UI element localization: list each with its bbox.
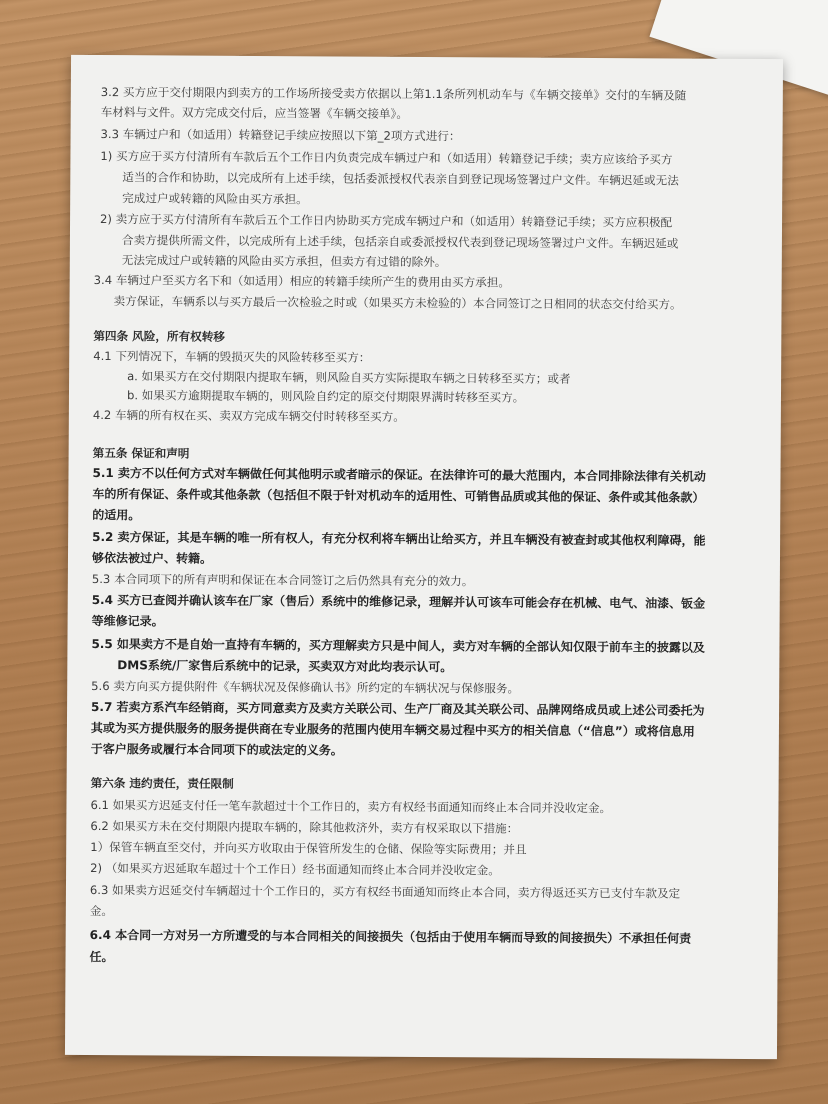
clause-5-5-line-1: 5.5 如果卖方不是自始一直持有车辆的，买方理解卖方只是中间人，卖方对车辆的全部认知仅限于前车主的披露以及 — [91, 636, 705, 655]
clause-3-2-line-2: 车材料与文件。双方完成交付后，应当签署《车辆交接单》。 — [100, 105, 408, 121]
clause-4-1: 4.1 下列情况下，车辆的毁损灭失的风险转移至买方： — [93, 348, 371, 365]
clause-6-3-line-2: 金。 — [89, 903, 114, 919]
clause-5-1-line-2: 车的所有保证、条件或其他条款（包括但不限于针对机动车的适用性、可销售品质或其他的保证、条件或其他条款） — [92, 486, 705, 505]
clause-5-5-line-2: DMS系统/厂家售后系统中的记录，买卖双方对此均表示认可。 — [117, 658, 453, 675]
contract-page — [65, 55, 783, 1059]
clause-3-3-2-line-1: 2) 卖方应于买方付清所有车款后五个工作日内协助买方完成车辆过户和（如适用）转籍登记手续；买方应积极配 — [100, 212, 673, 230]
clause-4-2: 4.2 车辆的所有权在买、卖双方完成车辆交付时转移至买方。 — [92, 407, 405, 424]
clause-3-4: 3.4 车辆过户至买方名下和（如适用）相应的转籍手续所产生的费用由买方承担。 — [93, 272, 511, 290]
clause-6-4-line-2: 任。 — [89, 949, 114, 965]
clause-6-4-line-1: 6.4 本合同一方对另一方所遭受的与本合同相关的间接损失（包括由于使用车辆而导致的间接损失）不承担任何责 — [89, 927, 692, 946]
clause-6-2: 6.2 如果买方未在交付期限内提取车辆的，除其他救济外，卖方有权采取以下措施： — [90, 818, 519, 836]
clause-3-3-2-line-3: 无法完成过户或转籍的风险由买方承担，但卖方有过错的除外。 — [121, 253, 447, 270]
clause-5-4-line-2: 等维修记录。 — [91, 613, 164, 629]
clause-5-2-line-2: 够依法被过户、转籍。 — [91, 550, 213, 566]
clause-6-2-1: 1）保管车辆直至交付，并向买方收取由于保管所发生的仓储、保险等实际费用；并且 — [90, 839, 527, 857]
section-4-heading: 第四条 风险，所有权转移 — [93, 328, 225, 344]
clause-3-3-1-line-3: 完成过户或转籍的风险由买方承担。 — [122, 191, 308, 207]
section-5-heading: 第五条 保证和声明 — [92, 445, 190, 461]
clause-5-7-line-3: 于客户服务或履行本合同项下的或法定的义务。 — [90, 741, 343, 758]
clause-3-3: 3.3 车辆过户和（如适用）转籍登记手续应按照以下第_2项方式进行： — [100, 127, 461, 144]
clause-5-6: 5.6 卖方向买方提供附件《车辆状况及保修确认书》所约定的车辆状况与保修服务。 — [91, 678, 520, 696]
clause-3-4-warranty: 卖方保证，车辆系以与买方最后一次检验之时或（如果买方未检验的）本合同签订之日相同的状态交付给买方。 — [113, 294, 682, 312]
clause-3-3-2-line-2: 合卖方提供所需文件，以完成所有上述手续，包括亲自或委派授权代表到登记现场签署过户文件。车辆迟延或 — [121, 233, 679, 251]
section-6-heading: 第六条 违约责任，责任限制 — [90, 775, 234, 791]
clause-5-7-line-2: 其或为买方提供服务的服务提供商在专业服务的范围内使用车辆交易过程中买方的相关信息（“信息”）或将信息用 — [90, 720, 695, 739]
clause-4-1-a: a. 如果买方在交付期限内提取车辆，则风险自买方实际提取车辆之日转移至买方；或者 — [127, 369, 571, 386]
clause-3-3-1-line-1: 1) 买方应于买方付清所有车款后五个工作日内负责完成车辆过户和（如适用）转籍登记手续；卖方应该给予买方 — [100, 149, 673, 167]
clause-5-2-line-1: 5.2 卖方保证，其是车辆的唯一所有权人，有充分权利将车辆出让给买方，并且车辆没有被查封或其他权利障碍，能 — [92, 529, 706, 548]
clause-5-1-line-1: 5.1 卖方不以任何方式对车辆做任何其他明示或者暗示的保证。在法律许可的最大范围内，本合同排除法律有关机动 — [92, 465, 706, 484]
clause-3-3-1-line-2: 适当的合作和协助，以完成所有上述手续，包括委派授权代表亲自到登记现场签署过户文件。车辆迟延或无法 — [122, 170, 679, 188]
clause-6-3-line-1: 6.3 如果卖方迟延交付车辆超过十个工作日的，买方有权经书面通知而终止本合同，卖方得返还买方已支付车款及定 — [89, 882, 681, 901]
clause-5-7-line-1: 5.7 若卖方系汽车经销商，买方同意卖方及卖方关联公司、生产厂商及其关联公司、品牌网络成员或上述公司委托为 — [91, 699, 705, 718]
clause-6-2-2: 2) （如果买方迟延取车超过十个工作日）经书面通知而终止本合同并没收定金。 — [90, 860, 500, 878]
clause-5-4-line-1: 5.4 买方已查阅并确认该车在厂家（售后）系统中的维修记录，理解并认可该车可能会存在机械、电气、油漆、钣金 — [91, 592, 706, 611]
clause-4-1-b: b. 如果买方逾期提取车辆的，则风险自约定的原交付期限界满时转移至买方。 — [126, 388, 525, 405]
clause-6-1: 6.1 如果买方迟延支付任一笔车款超过十个工作日的，卖方有权经书面通知而终止本合同并没收定金。 — [90, 797, 612, 816]
clause-3-2-line-1: 3.2 买方应于交付期限内到卖方的工作场所接受卖方依据以上第1.1条所列机动车与《车辆交接单》交付的车辆及随 — [100, 85, 687, 103]
clause-5-1-line-3: 的适用。 — [92, 507, 141, 523]
clause-5-3: 5.3 本合同项下的所有声明和保证在本合同签订之后仍然具有充分的效力。 — [91, 571, 474, 589]
